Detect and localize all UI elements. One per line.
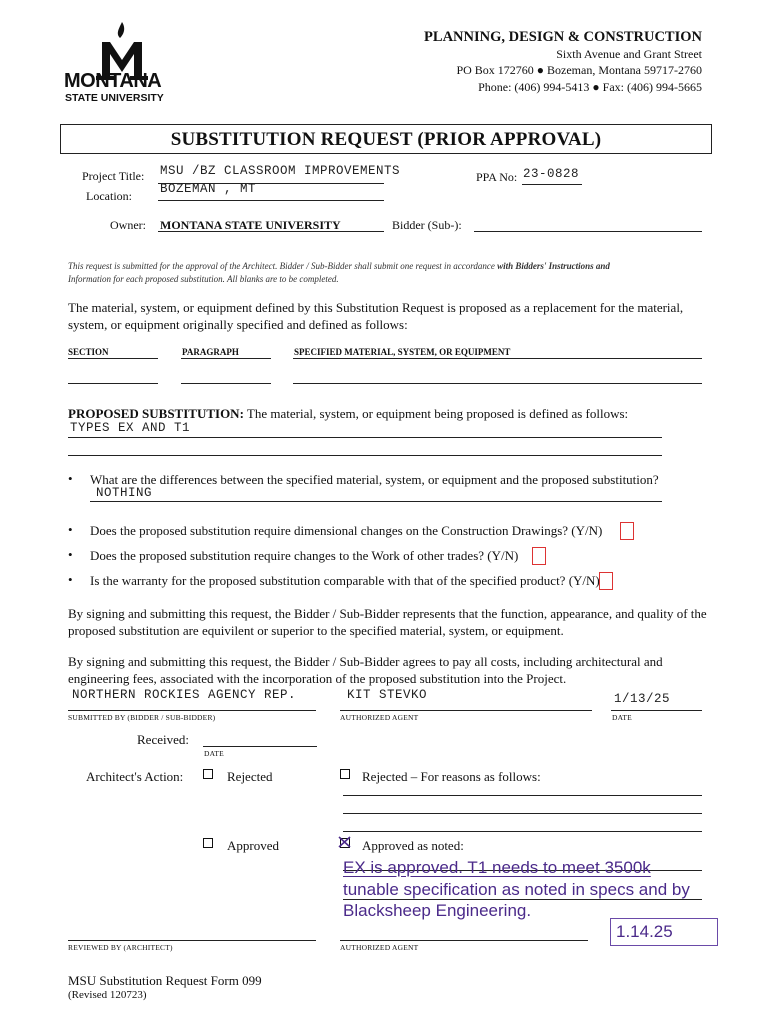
approved-label: Approved bbox=[227, 838, 279, 853]
submitted-by-line bbox=[68, 710, 316, 711]
owner-value[interactable]: MONTANA STATE UNIVERSITY bbox=[160, 218, 341, 232]
header-contact bbox=[424, 29, 702, 95]
submitted-by-caption: SUBMITTED BY (BIDDER / SUB-BIDDER) bbox=[68, 713, 216, 722]
bullet-2: • bbox=[68, 522, 73, 537]
approved-noted-checkbox[interactable] bbox=[340, 838, 350, 848]
handwritten-line-1: EX is approved. T1 needs to meet 3500k bbox=[343, 858, 651, 877]
location-label: Location: bbox=[86, 189, 132, 203]
approved-checkbox[interactable] bbox=[203, 838, 213, 848]
note-bold: with Bidders' Instructions and bbox=[497, 261, 610, 271]
handwritten-date: 1.14.25 bbox=[616, 922, 673, 941]
authorized-agent-caption: AUTHORIZED AGENT bbox=[340, 713, 419, 722]
answer-2-selection[interactable] bbox=[620, 522, 634, 540]
phone-fax: Phone: (406) 994-5413 ● Fax: (406) 994-5665 bbox=[478, 79, 702, 94]
form-name: MSU Substitution Request Form 099 bbox=[68, 973, 262, 988]
proposed-substitution bbox=[68, 405, 708, 422]
handwritten-line-2: tunable specification as noted in specs and by bbox=[343, 879, 690, 899]
section-field[interactable] bbox=[68, 383, 158, 384]
bidder-field[interactable] bbox=[474, 231, 702, 232]
architect-action-label: Architect's Action: bbox=[86, 769, 184, 784]
submitted-date-line bbox=[611, 710, 702, 711]
received-date-caption: DATE bbox=[204, 749, 224, 758]
paragraph-header-line bbox=[181, 358, 271, 359]
reason-line-2[interactable] bbox=[343, 813, 702, 814]
logo-name: MONTANA bbox=[64, 70, 162, 92]
ppa-line bbox=[522, 184, 582, 185]
ppa-label: PPA No: bbox=[476, 170, 518, 184]
specified-field[interactable] bbox=[293, 383, 702, 384]
received-date-field[interactable] bbox=[203, 746, 317, 747]
page-title: SUBSTITUTION REQUEST (PRIOR APPROVAL) bbox=[170, 129, 602, 150]
rejected-checkbox[interactable] bbox=[203, 769, 213, 779]
section-header-line bbox=[68, 358, 158, 359]
reason-line-1[interactable] bbox=[343, 795, 702, 796]
answer-3-selection[interactable] bbox=[532, 547, 546, 565]
architect-agent-line[interactable] bbox=[340, 940, 588, 941]
rejected-reasons-label: Rejected – For reasons as follows: bbox=[362, 769, 541, 784]
ppa-value[interactable]: 23-0828 bbox=[523, 167, 580, 181]
handwritten-date-box[interactable] bbox=[610, 918, 718, 946]
handwritten-line-3: Blacksheep Engineering. bbox=[343, 901, 532, 920]
title-box bbox=[60, 124, 712, 154]
rejected-reasons-checkbox[interactable] bbox=[340, 769, 350, 779]
reviewed-by-line[interactable] bbox=[68, 940, 316, 941]
proposed-line-2 bbox=[68, 455, 662, 456]
question-2: Does the proposed substitution require dimensional changes on the Construction Drawings? (Y/N) bbox=[90, 523, 603, 538]
bullet-1: • bbox=[68, 471, 73, 486]
representation-paragraph: By signing and submitting this request, the Bidder / Sub-Bidder represents that the function, appearance, and quality of the proposed substitution are equivilent or superior to the specified material, system, or equipment. bbox=[68, 606, 707, 638]
note-text: This request is submitted for the approval of the Architect. Bidder / Sub-Bidder shall submit one request in accordance bbox=[68, 261, 498, 271]
answer-1[interactable]: NOTHING bbox=[96, 486, 153, 500]
location-value[interactable]: BOZEMAN , MT bbox=[160, 182, 257, 196]
proposed-label: PROPOSED SUBSTITUTION: bbox=[68, 406, 244, 421]
received-label: Received: bbox=[137, 732, 189, 747]
question-1: What are the differences between the specified material, system, or equipment and the proposed substitution? bbox=[90, 472, 659, 487]
logo-sub: STATE UNIVERSITY bbox=[65, 92, 164, 104]
bullet-3: • bbox=[68, 547, 73, 562]
architect-agent-caption: AUTHORIZED AGENT bbox=[340, 943, 419, 952]
submitted-date-value[interactable]: 1/13/25 bbox=[614, 692, 671, 706]
reason-line-3[interactable] bbox=[343, 831, 702, 832]
department-name: PLANNING, DESIGN & CONSTRUCTION bbox=[424, 29, 702, 45]
bidder-label: Bidder (Sub-): bbox=[392, 218, 462, 232]
check-mark-icon bbox=[338, 835, 352, 849]
question-3: Does the proposed substitution require changes to the Work of other trades? (Y/N) bbox=[90, 548, 519, 563]
specified-header: SPECIFIED MATERIAL, SYSTEM, OR EQUIPMENT bbox=[294, 347, 511, 357]
form-revision: (Revised 120723) bbox=[68, 989, 147, 1001]
submitted-by-value[interactable]: NORTHERN ROCKIES AGENCY REP. bbox=[72, 688, 297, 702]
project-title-value[interactable]: MSU /BZ CLASSROOM IMPROVEMENTS bbox=[160, 164, 401, 178]
intro-paragraph: The material, system, or equipment defined by this Substitution Request is proposed as a replacement for the material, system, or equipment originally specified and defined as follows: bbox=[68, 300, 684, 332]
question-4: Is the warranty for the proposed substitution comparable with that of the specified product? (Y/N) bbox=[90, 573, 600, 588]
handwritten-approval-note[interactable] bbox=[343, 857, 711, 922]
location-line bbox=[158, 200, 384, 201]
rejected-label: Rejected bbox=[227, 769, 273, 784]
proposed-line-1 bbox=[68, 437, 662, 438]
approved-noted-label: Approved as noted: bbox=[362, 838, 464, 853]
street-address: Sixth Avenue and Grant Street bbox=[556, 46, 702, 61]
authorized-agent-line bbox=[340, 710, 592, 711]
bullet-4: • bbox=[68, 572, 73, 587]
section-header: SECTION bbox=[68, 347, 109, 357]
paragraph-header: PARAGRAPH bbox=[182, 347, 239, 357]
specified-header-line bbox=[293, 358, 702, 359]
msu-logo bbox=[64, 20, 184, 106]
authorized-agent-value[interactable]: KIT STEVKO bbox=[347, 688, 428, 702]
note-line2: Information for each proposed substitution. All blanks are to be completed. bbox=[68, 273, 339, 284]
po-box-address: PO Box 172760 ● Bozeman, Montana 59717-2760 bbox=[456, 63, 702, 77]
submitted-date-caption: DATE bbox=[612, 713, 632, 722]
project-title-label: Project Title: bbox=[82, 169, 145, 183]
answer-4-selection[interactable] bbox=[599, 572, 613, 590]
instructions-note bbox=[68, 260, 708, 285]
owner-label: Owner: bbox=[110, 218, 146, 232]
proposed-value[interactable]: TYPES EX AND T1 bbox=[70, 421, 191, 435]
proposed-text: The material, system, or equipment being proposed is defined as follows: bbox=[243, 406, 629, 421]
owner-line bbox=[158, 231, 384, 232]
costs-paragraph: By signing and submitting this request, the Bidder / Sub-Bidder agrees to pay all costs, including architectural and engineering fees, associated with the incorporation of the proposed substitution into the Project. bbox=[68, 654, 663, 686]
answer-1-line bbox=[90, 501, 662, 502]
reviewed-by-caption: REVIEWED BY (ARCHITECT) bbox=[68, 943, 173, 952]
paragraph-field[interactable] bbox=[181, 383, 271, 384]
